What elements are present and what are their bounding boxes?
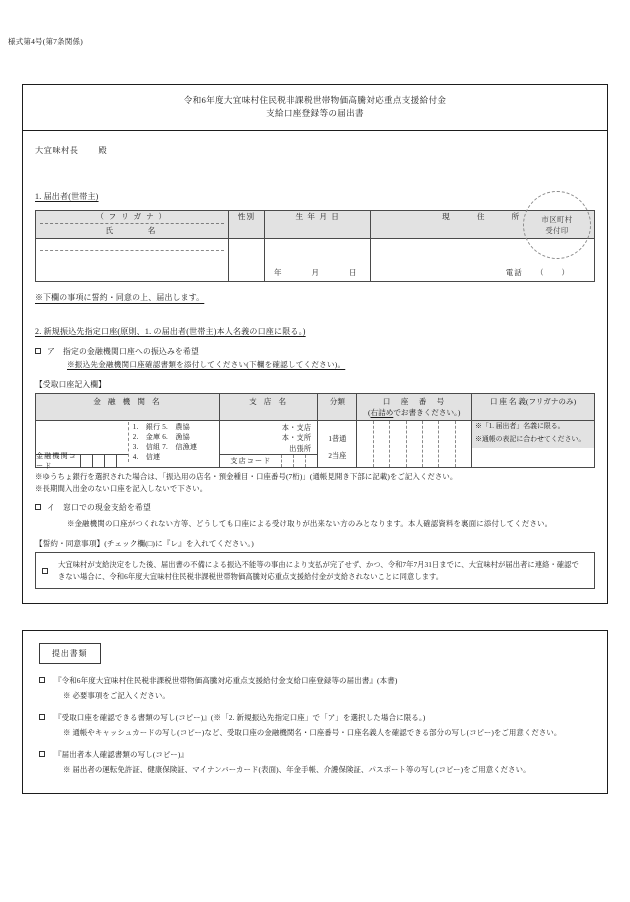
form-title <box>23 85 607 131</box>
option-b-row[interactable] <box>35 502 595 529</box>
name-label: 氏 名 <box>105 226 159 236</box>
dob-ymd-label: 年 月 日 <box>274 268 362 278</box>
document-label: 『受取口座を確認できる書類の写し(コピー)』(※「2. 新規振込先指定口座」で「ア」を選択した場合に限る。) <box>54 713 426 722</box>
bank-table-notes <box>35 471 595 495</box>
branch-type-1: 本・支店 <box>281 424 312 433</box>
branch-type-3: 出張所 <box>289 444 312 453</box>
table-row <box>36 421 595 468</box>
branch-code-label: 支店コード <box>230 457 272 466</box>
institution-input-cell[interactable] <box>36 421 220 471</box>
seal-line1: 市区町村 <box>541 214 573 224</box>
name-divider <box>40 250 224 251</box>
consent-text: 大宜味村が支給決定をした後、届出書の不備による振込不能等の事由により支払が完了せず、かつ、令和7年7月31日までに、大宜味村が届出者に連絡・確認できない場合に、令和6年度大宜味村住民税非課税世帯物価高騰対応重点支援給付金が支給されないことに同意します。 <box>58 559 579 581</box>
institution-type-4: 4. 信連 <box>132 453 161 462</box>
addressee-honorific: 殿 <box>98 145 108 155</box>
account-number-header <box>357 394 472 421</box>
account-number-digit[interactable] <box>456 421 471 467</box>
account-number-digit[interactable] <box>439 421 455 467</box>
account-number-digit[interactable] <box>357 421 373 467</box>
account-number-digit[interactable] <box>423 421 439 467</box>
institution-type-list <box>128 422 220 462</box>
form-title-line1: 令和6年度大宜味村住民税非課税世帯物価高騰対応重点支援給付金 <box>183 95 447 105</box>
gender-input-cell[interactable] <box>228 239 264 282</box>
kind-header: 分類 <box>318 394 357 421</box>
account-holder-note-1: ※「1. 届出者」名義に限る。 <box>472 421 594 434</box>
branch-type-2: 本・支所 <box>281 434 312 443</box>
option-a-row[interactable] <box>35 346 595 370</box>
branch-input-cell[interactable] <box>220 421 318 468</box>
consent-box[interactable] <box>35 552 595 590</box>
form-number: 様式第4号(第7条関係) <box>8 37 83 46</box>
address-input-cell[interactable] <box>371 239 595 282</box>
institution-type-1: 1. 銀行 5. 農協 <box>132 423 190 432</box>
option-a-checkbox[interactable] <box>35 348 41 354</box>
account-box-title: 【受取口座記入欄】 <box>35 380 106 390</box>
branch-code-boxes[interactable] <box>281 455 317 467</box>
bank-note-2: ※長期間入出金のない口座を記入しないで下さい。 <box>35 483 208 493</box>
institution-header: 金 融 機 関 名 <box>36 394 220 421</box>
address-header-cell: 現 住 所 <box>371 210 595 239</box>
main-form-box <box>22 84 608 604</box>
addressee-name: 大宜味村長 <box>35 145 79 155</box>
branch-header: 支 店 名 <box>220 394 318 421</box>
branch-code-row[interactable] <box>220 454 317 467</box>
option-b-label: 窓口での現金支給を希望 <box>63 502 151 512</box>
branch-code-box[interactable] <box>281 455 293 467</box>
document-item[interactable] <box>39 712 591 738</box>
consent-checkbox[interactable] <box>42 568 48 574</box>
account-holder-note-2: ※通帳の表記に合わせてください。 <box>472 434 594 447</box>
dob-input-cell[interactable] <box>265 239 371 282</box>
account-number-digit-grid[interactable] <box>357 421 471 467</box>
section1-heading: 1. 届出者(世帯主) <box>35 191 99 201</box>
option-b-marker: イ <box>47 502 55 512</box>
institution-code-box[interactable] <box>92 455 104 467</box>
option-a-note: ※振込先金融機関口座確認書類を添付してください(下欄を確認してください)。 <box>67 360 346 370</box>
required-documents-box <box>22 630 608 794</box>
account-kind-touza: 2当座 <box>328 452 347 461</box>
account-number-digit[interactable] <box>407 421 423 467</box>
furigana-label: （ フ リ ガ ナ ） <box>40 211 224 224</box>
telephone-label: 電話 （ ） <box>505 268 570 278</box>
account-number-header-sub: (右詰めでお書きください。) <box>368 408 461 418</box>
account-number-digit[interactable] <box>390 421 406 467</box>
addressee <box>35 145 595 156</box>
institution-code-label: 金融機関コード <box>36 452 77 471</box>
branch-type-list <box>220 421 317 454</box>
branch-code-box[interactable] <box>293 455 305 467</box>
document-note: ※ 届出者の運転免許証、健康保険証、マイナンバーカード(表面)、年金手帳、介護保険証、パスポート等の写し(コピー)をご用意ください。 <box>63 765 531 774</box>
table-row <box>36 210 595 239</box>
section2-heading: 2. 新規振込先指定口座(原則、1. の届出者(世帯主)本人名義の口座に限る。) <box>35 327 306 337</box>
bank-account-table <box>35 393 595 471</box>
option-a-label: 指定の金融機関口座への振込みを希望 <box>63 347 199 357</box>
table-row <box>36 394 595 421</box>
option-b-checkbox[interactable] <box>35 504 41 510</box>
institution-type-3: 3. 信組 7. 信漁連 <box>132 443 198 452</box>
document-label: 『届出者本人確認書類の写し(コピー)』 <box>54 750 189 759</box>
account-kind-cell[interactable] <box>318 421 357 468</box>
account-number-input-cell[interactable] <box>357 421 472 468</box>
document-item[interactable] <box>39 675 591 701</box>
right-align-note: 右詰め <box>370 408 394 418</box>
institution-code-boxes[interactable] <box>80 455 128 467</box>
branch-code-box[interactable] <box>305 455 317 467</box>
document-note: ※ 必要事項をご記入ください。 <box>63 691 170 700</box>
option-b-note: ※金融機関の口座がつくれない方等、どうしても口座による受け取りが出来ない方のみとなります。本人確認資料を裏面に添付してください。 <box>67 518 553 528</box>
account-number-digit[interactable] <box>374 421 390 467</box>
applicant-table <box>35 210 595 283</box>
option-a-marker: ア <box>47 347 55 357</box>
institution-code-box[interactable] <box>116 455 128 467</box>
account-holder-header: 口 座 名 義(フリガナのみ) <box>472 394 595 421</box>
bank-note-1: ※ゆうちょ銀行を選択された場合は、「振込用の店名・預金種目・口座番号(7桁)」(通帳見開き下部に記載)をご記入ください。 <box>35 472 458 482</box>
dob-header-cell: 生 年 月 日 <box>265 210 371 239</box>
pledge-notice: ※下欄の事項に誓約・同意の上、届出します。 <box>35 293 205 303</box>
form-body <box>23 145 607 590</box>
document-checkbox[interactable] <box>39 751 45 757</box>
account-kind-futsu: 1普通 <box>328 435 347 444</box>
table-row <box>36 239 595 282</box>
institution-type-2: 2. 金庫 6. 漁協 <box>132 433 190 442</box>
form-title-line2: 支給口座登録等の届出書 <box>266 108 364 119</box>
name-input-cell[interactable] <box>36 239 229 282</box>
institution-code-row[interactable] <box>36 452 128 471</box>
documents-title: 提出書類 <box>39 643 101 664</box>
name-header-cell <box>36 210 229 239</box>
consent-heading: 【誓約・同意事項】(チェック欄(□)に『レ』を入れてください。) <box>35 538 254 548</box>
gender-header-cell: 性別 <box>228 210 264 239</box>
seal-line2: 受付印 <box>545 225 569 235</box>
document-checkbox[interactable] <box>39 714 45 720</box>
institution-code-box[interactable] <box>80 455 92 467</box>
document-label: 『令和6年度大宜味村住民税非課税世帯物価高騰対応重点支援給付金支給口座登録等の届出書』(本書) <box>54 676 398 685</box>
account-number-header-main: 口 座 番 号 <box>382 397 446 407</box>
document-item[interactable] <box>39 749 591 775</box>
document-note: ※ 通帳やキャッシュカードの写し(コピー)など、受取口座の金融機関名・口座番号・口座名義人を確認できる部分の写し(コピー)をご用意ください。 <box>63 728 562 737</box>
account-holder-input-cell[interactable] <box>472 421 595 468</box>
document-checkbox[interactable] <box>39 677 45 683</box>
institution-code-box[interactable] <box>104 455 116 467</box>
